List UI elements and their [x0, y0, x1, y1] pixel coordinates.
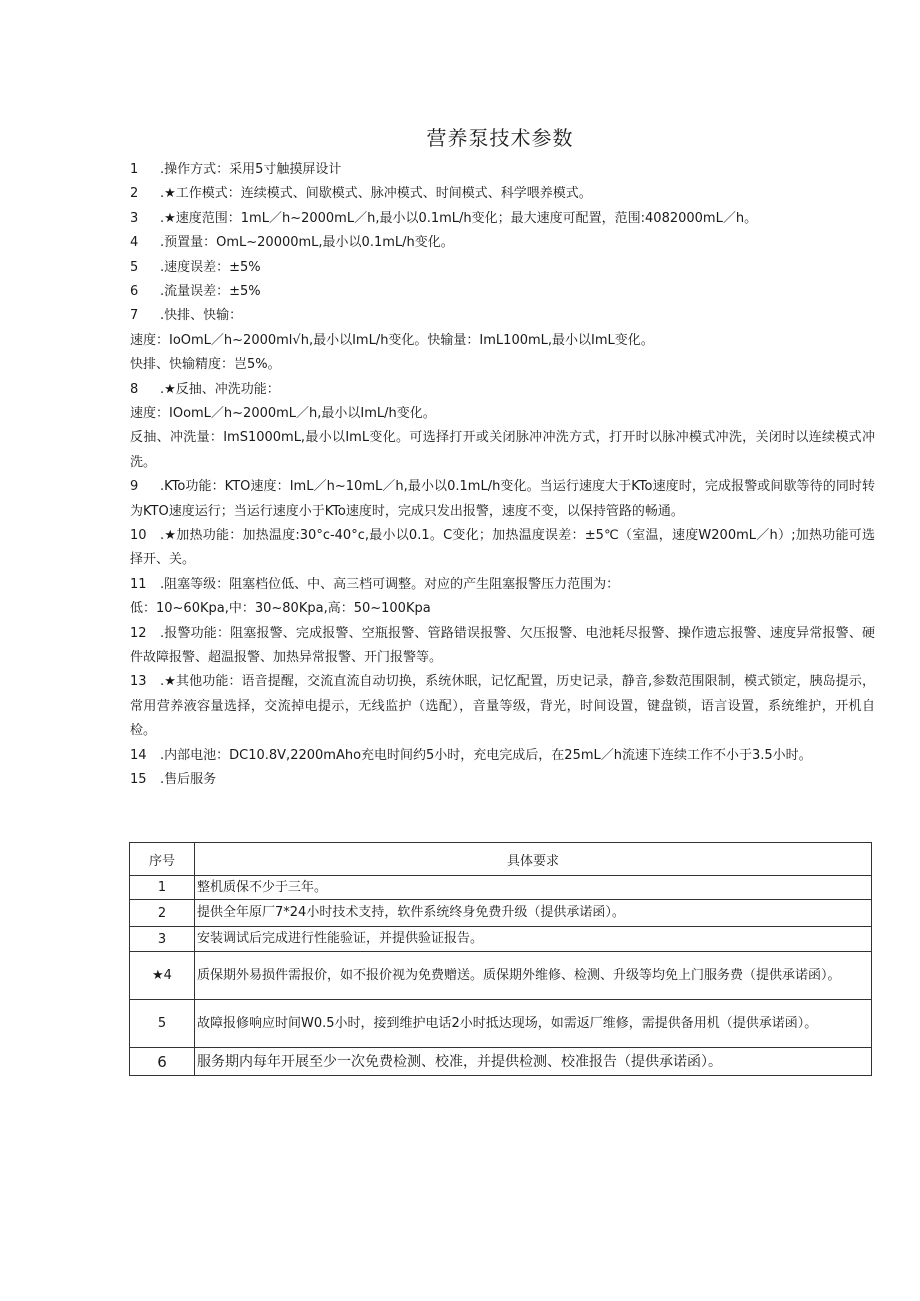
item-number: 10	[130, 527, 147, 543]
item-text: .速度误差：±5%	[160, 259, 261, 275]
row-seq: ★4	[130, 952, 195, 1000]
item-number: 1	[130, 162, 139, 177]
item-text: .KTo功能：KTO速度：ImL／h~10mL／h,最小以0.1mL/h变化。当运行速度大于KTo速度时，完成报警或间歇等待的同时转为KTO速度运行；当运行速度小于KTo速度时，完成只发出报警，速度不变，以保持管路的畅通。	[130, 479, 875, 519]
item-number: 11	[130, 576, 147, 592]
spec-item-14	[130, 744, 875, 768]
item-number: 2	[130, 186, 139, 202]
item-text: .快排、快输：	[160, 308, 243, 324]
item-number: 4	[130, 235, 139, 251]
item-text: .★反抽、冲洗功能：	[160, 381, 280, 397]
spec-item-8	[130, 378, 875, 402]
item-text: 低：10~60Kpa,中：30~80Kpa,高：50~100Kpa	[130, 601, 431, 617]
spec-item-1	[130, 158, 875, 182]
item-text: .阻塞等级：阻塞档位低、中、高三档可调整。对应的产生阻塞报警压力范围为：	[160, 576, 620, 592]
spec-item-5	[130, 256, 875, 280]
table-row	[130, 927, 872, 952]
item-number: 7	[130, 308, 139, 324]
spec-item-12	[130, 622, 875, 671]
table-header-row	[130, 843, 872, 876]
table-row	[130, 1048, 872, 1076]
item-text: .★速度范围：1mL／h~2000mL／h,最小以0.1mL/h变化；最大速度可配置，范围:4082000mL／h。	[160, 210, 758, 226]
item-text: .内部电池：DC10.8V,2200mAho充电时间约5小时，充电完成后，在25mL／h流速下连续工作不小于3.5小时。	[160, 747, 812, 763]
spec-item-3	[130, 207, 875, 231]
spec-item-15	[130, 768, 875, 792]
spec-item-8-volume	[130, 426, 875, 475]
item-text: 速度：IoOmL／h~2000ml√h,最小以ImL/h变化。快输量：ImL100mL,最小以ImL变化。	[130, 332, 654, 348]
row-seq: 1	[130, 876, 195, 900]
item-text: .★加热功能：加热温度:30°c-40°c,最小以0.1。C变化；加热温度误差：±5℃（室温，速度W200mL／h）;加热功能可选择开、关。	[130, 527, 875, 568]
item-number: 5	[130, 259, 139, 275]
row-seq: 5	[130, 1000, 195, 1048]
table-row	[130, 900, 872, 927]
row-requirement: 安装调试后完成进行性能验证，并提供验证报告。	[195, 927, 872, 952]
spec-item-13	[130, 670, 875, 743]
spec-item-7-speed	[130, 329, 875, 353]
item-text: .预置量：OmL~20000mL,最小以0.1mL/h变化。	[160, 235, 454, 251]
spec-item-9	[130, 475, 875, 524]
item-text: .报警功能：阻塞报警、完成报警、空瓶报警、管路错误报警、欠压报警、电池耗尽报警、操作遗忘报警、速度异常报警、硬件故障报警、超温报警、加热异常报警、开门报警等。	[130, 625, 875, 665]
header-requirement: 具体要求	[195, 843, 872, 876]
item-text: .★其他功能：语音提醒，交流直流自动切换，系统休眠，记忆配置，历史记录，静音,参数范围限制，模式锁定，胰岛提示，常用营养液容量选择，交流掉电提示，无线监护（选配），音量等级，背光，时间设置，键盘锁，语言设置，系统维护，开机自检。	[130, 674, 875, 739]
item-number: 13	[130, 674, 147, 690]
item-number: 12	[130, 625, 147, 641]
spec-item-10	[130, 524, 875, 573]
item-text: .操作方式：采用5寸触摸屏设计	[160, 162, 342, 177]
item-text: 快排、快输精度：岂5%。	[130, 357, 281, 373]
item-number: 8	[130, 381, 139, 397]
row-seq: 2	[130, 900, 195, 927]
spec-item-11-range	[130, 597, 875, 621]
item-text: .流量误差：±5%	[160, 283, 261, 299]
row-requirement: 服务期内每年开展至少一次免费检测、校准，并提供检测、校准报告（提供承诺函）。	[195, 1048, 872, 1076]
row-requirement: 质保期外易损件需报价，如不报价视为免费赠送。质保期外维修、检测、升级等均免上门服务费（提供承诺函）。	[195, 952, 872, 1000]
row-requirement: 整机质保不少于三年。	[195, 876, 872, 900]
item-text: .售后服务	[160, 771, 217, 787]
spec-item-6	[130, 280, 875, 304]
row-seq: 6	[130, 1048, 195, 1076]
table-row	[130, 952, 872, 1000]
item-text: 反抽、冲洗量：ImS1000mL,最小以ImL变化。可选择打开或关闭脉冲冲洗方式，打开时以脉冲模式冲洗，关闭时以连续模式冲洗。	[130, 430, 875, 470]
spec-item-11	[130, 573, 875, 597]
item-text: .★工作模式：连续模式、间歇模式、脉冲模式、时间模式、科学喂养模式。	[160, 186, 592, 202]
spec-list	[130, 158, 875, 792]
item-number: 9	[130, 479, 139, 495]
row-seq: 3	[130, 927, 195, 952]
service-table	[129, 842, 872, 1076]
spec-item-2	[130, 182, 875, 206]
item-number: 14	[130, 747, 147, 763]
spec-item-7-precision	[130, 353, 875, 377]
row-requirement: 故障报修响应时间W0.5小时，接到维护电话2小时抵达现场，如需返厂维修，需提供备用机（提供承诺函）。	[195, 1000, 872, 1048]
item-number: 3	[130, 210, 139, 226]
spec-item-8-speed	[130, 402, 875, 426]
table-row	[130, 1000, 872, 1048]
spec-item-7	[130, 304, 875, 328]
item-number: 6	[130, 283, 139, 299]
table-row	[130, 876, 872, 900]
item-text: 速度：IOomL／h~2000mL／h,最小以ImL/h变化。	[130, 405, 436, 421]
row-requirement: 提供全年原厂7*24小时技术支持，软件系统终身免费升级（提供承诺函）。	[195, 900, 872, 927]
header-seq: 序号	[130, 843, 195, 876]
page-title: 营养泵技术参数	[426, 126, 574, 150]
item-number: 15	[130, 771, 147, 787]
spec-item-4	[130, 231, 875, 255]
